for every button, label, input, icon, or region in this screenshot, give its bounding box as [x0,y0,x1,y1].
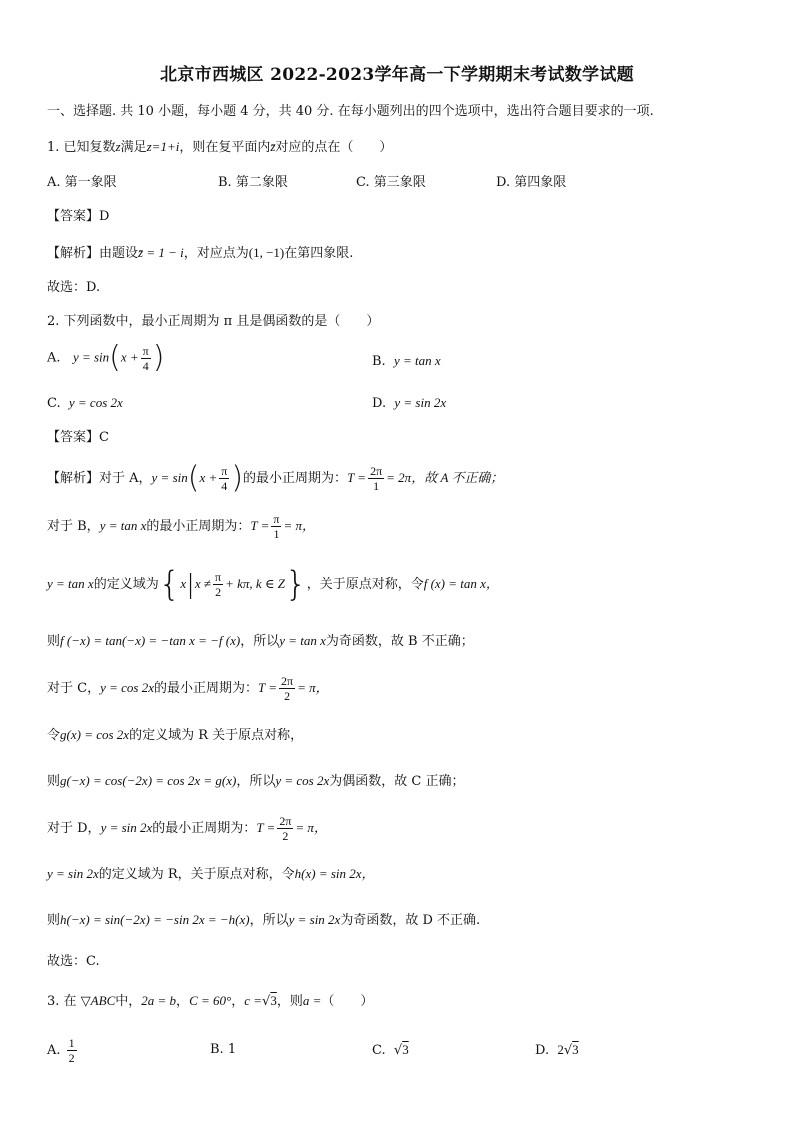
q2-option-c: C. y = cos 2x [47,395,123,411]
q2-answer: 【答案】C [47,430,109,445]
q1-option-a: A. 第一象限 [47,175,117,190]
q2-analysis-line-9: y = sin 2x的定义域为 R，关于原点对称，令h(x) = sin 2x， [47,866,375,882]
q2-option-b: B. y = tan x [372,353,441,369]
section-heading: 一、选择题. 共 10 小题，每小题 4 分，共 40 分. 在每小题列出的四个选项中，选出符合题目要求的一项. [47,104,654,119]
q2-analysis-line-7: 则g(−x) = cos(−2x) = cos 2x = g(x)，所以y = cos 2x为偶函数，故 C 正确； [47,773,465,789]
q1-option-c: C. 第三象限 [356,175,426,190]
q2-analysis-line-5: 对于 C，y = cos 2x的最小正周期为：T = $\frac{2\pi}{2}$ = π， [47,674,329,703]
q1-answer: 【答案】D [47,209,110,224]
q2-analysis-line-3: y = tan x的定义域为{x|x ≠ $\frac{\pi}{2}$ + kπ, k ∈ Z}，关于原点对称，令f (x) = tan x， [47,564,499,605]
q1-stem: 1. 已知复数z满足z=1+i，则在复平面内z̄对应的点在（ ） [47,139,393,155]
q2-analysis-line-4: 则f (−x) = tan(−x) = −tan x = −f (x)，所以y = tan x为奇函数，故 B 不正确； [47,633,474,649]
q2-stem: 2. 下列函数中，最小正周期为 π 且是偶函数的是（ ） [47,314,380,329]
q3-option-d: D. 2√3 [535,1042,579,1058]
q2-analysis-line-10: 则h(−x) = sin(−2x) = −sin 2x = −h(x)，所以y = sin 2x为奇函数，故 D 不正确. [47,912,481,928]
q1-option-d: D. 第四象限 [496,175,567,190]
q2-option-d: D. y = sin 2x [372,395,447,411]
q3-stem: 3. 在 ▽ABC中，2a = b，C = 60°，c =√3，则a =（ ） [47,993,374,1009]
page-title: 北京市西城区 2022-2023学年高一下学期期末考试数学试题 [160,65,634,85]
q1-option-b: B. 第二象限 [218,175,288,190]
q3-option-b: B. 1 [210,1042,237,1057]
q3-option-c: C. √3 [372,1042,409,1058]
q1-choose: 故选：D. [47,280,101,295]
q2-analysis-line-1: 【解析】对于 A，y = sin(x + $\frac{\pi}{4}$ )的最小正周期为：T = $\frac{2\pi}{1}$ = 2π，故 A 不正确； [47,460,504,496]
q2-analysis-line-6: 令g(x) = cos 2x的定义域为 R 关于原点对称， [47,727,304,743]
q3-option-a: A. $\frac{1}{2}$ [47,1036,75,1065]
q2-analysis-line-8: 对于 D，y = sin 2x的最小正周期为：T = $\frac{2\pi}{2}$ = π， [47,814,327,843]
q1-analysis: 【解析】由题设z̄ = 1 − i，对应点为(1, −1)在第四象限. [47,245,354,261]
q2-choose: 故选：C. [47,954,100,969]
q2-option-a: A. y = sin(x + $\frac{\pi}{4}$ ) [47,340,165,375]
q2-analysis-line-2: 对于 B，y = tan x的最小正周期为：T = $\frac{\pi}{1}$ = π， [47,512,316,541]
